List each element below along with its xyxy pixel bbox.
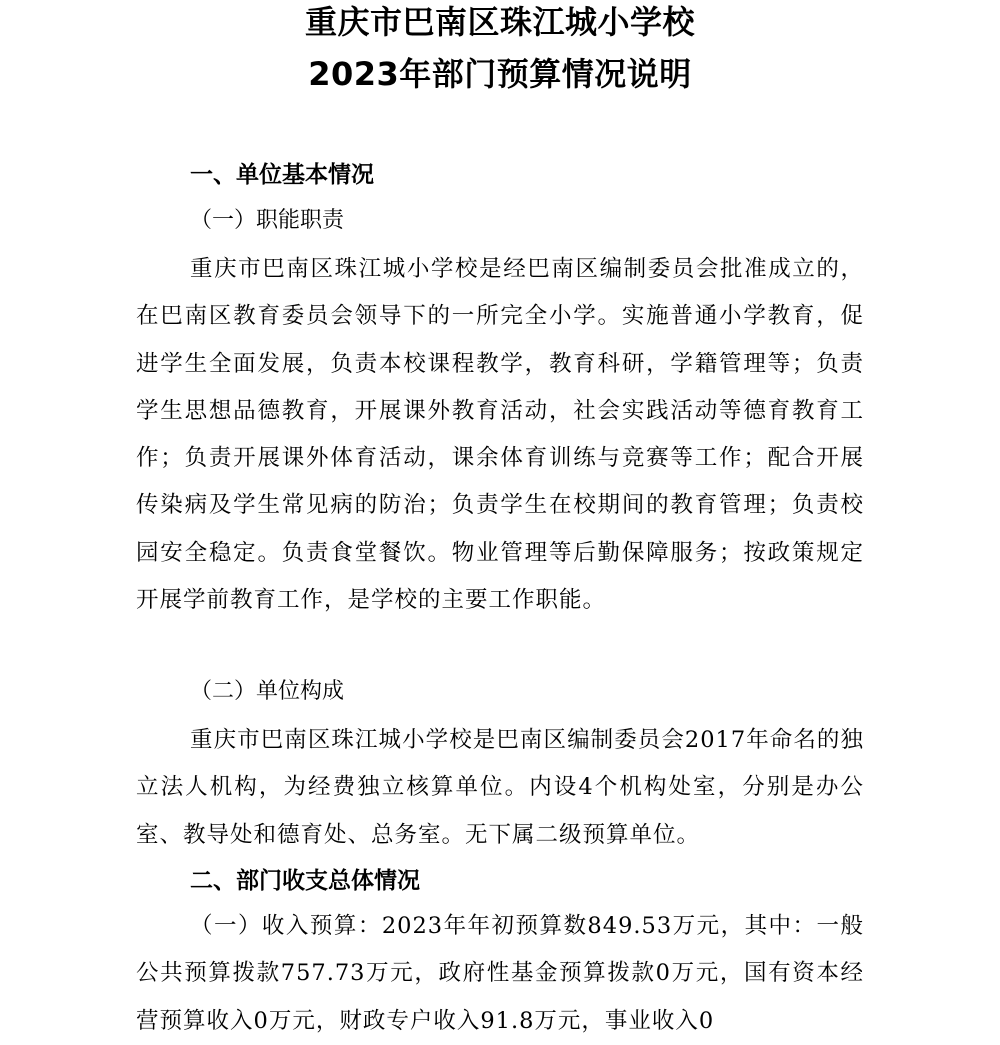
section2-heading: 二、部门收支总体情况 <box>190 868 420 894</box>
section1-heading: 一、单位基本情况 <box>190 162 374 188</box>
section1-sub2-heading: （二）单位构成 <box>190 679 345 704</box>
section1-sub1-heading: （一）职能职责 <box>190 208 345 233</box>
document-title-line2: 2023年部门预算情况说明 <box>308 55 692 93</box>
section2-sub1-paragraph: （一）收入预算：2023年年初预算数849.53万元，其中：一般公共预算拨款757.73万元，政府性基金预算拨款0万元，国有资本经营预算收入0万元，财政专户收入91.8万元，事业收入0 <box>136 913 864 1034</box>
document-title-line1: 重庆市巴南区珠江城小学校 <box>304 3 695 41</box>
section1-sub1-paragraph: 重庆市巴南区珠江城小学校是经巴南区编制委员会批准成立的，在巴南区教育委员会领导下的一所完全小学。实施普通小学教育，促进学生全面发展，负责本校课程教学，教育科研，学籍管理等；负责学生思想品德教育，开展课外教育活动，社会实践活动等德育教育工作；负责开展课外体育活动，课余体育训练与竞赛等工作；配合开展传染病及学生常见病的防治；负责学生在校期间的教育管理；负责校园安全稳定。负责食堂餐饮。物业管理等后勤保障服务；按政策规定开展学前教育工作，是学校的主要工作职能。 <box>136 256 864 614</box>
section1-sub2-paragraph: 重庆市巴南区珠江城小学校是巴南区编制委员会2017年命名的独立法人机构，为经费独立核算单位。内设4个机构处室，分别是办公室、教导处和德育处、总务室。无下属二级预算单位。 <box>136 727 864 848</box>
